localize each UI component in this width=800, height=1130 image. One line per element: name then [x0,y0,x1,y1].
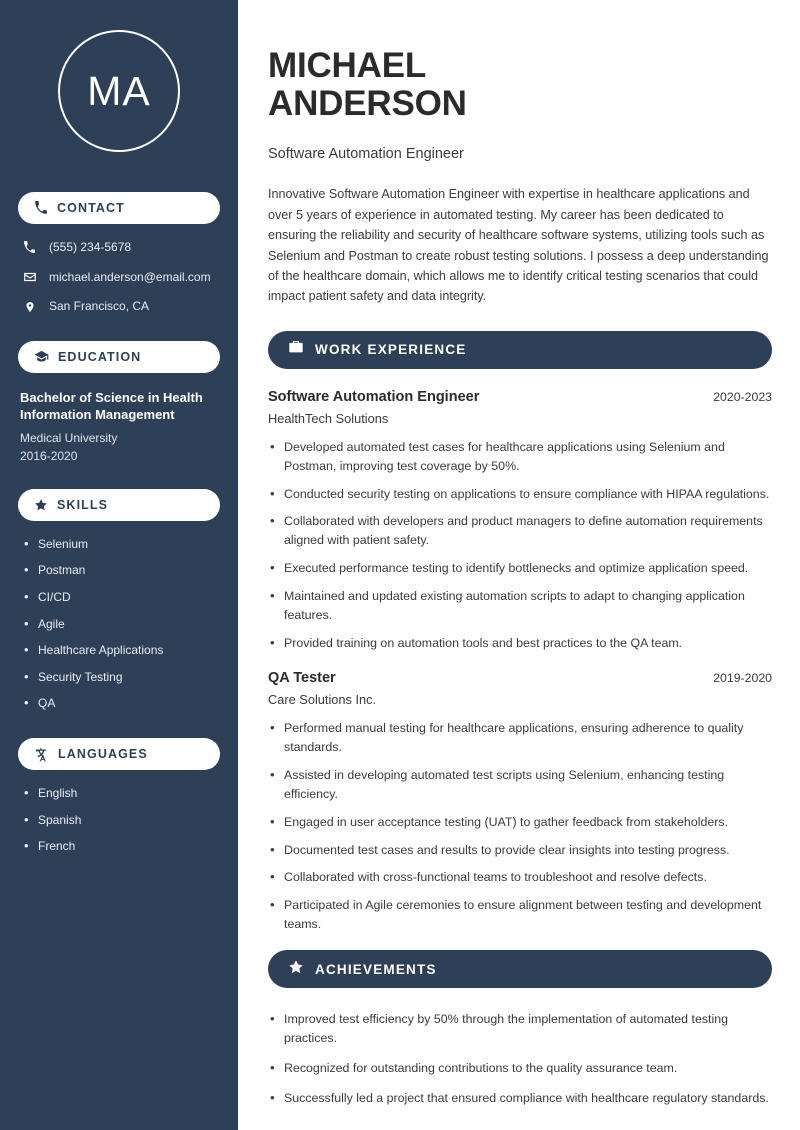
section-header-education [18,341,220,373]
section-header-achievements [268,950,772,988]
envelope-icon [22,270,37,284]
contact-value-phone: (555) 234-5678 [49,240,132,254]
briefcase-icon [288,339,304,360]
list-item: • Security Testing [24,670,220,686]
list-item: • Engaged in user acceptance testing (UAT) to gather feedback from stakeholders. [268,813,772,832]
experience-company: HealthTech Solutions [268,410,389,426]
contact-value-email: michael.anderson@email.com [49,269,211,284]
list-item: • Spanish [24,813,220,829]
experience-company: Care Solutions Inc. [268,692,377,708]
list-item: • Healthcare Applications [24,643,220,659]
section-header-languages [18,738,220,770]
section-title-education: EDUCATION [58,349,142,364]
avatar-initials: MA [58,30,180,152]
education-years: 2016-2020 [20,448,78,463]
contact-item-email[interactable] [22,270,220,286]
achievements-list [268,1010,772,1107]
translate-icon [34,747,49,762]
sidebar [0,0,238,1130]
list-item: • Conducted security testing on applications to ensure compliance with HIPAA regulations. [268,485,772,504]
graduation-cap-icon [34,349,49,364]
list-item: • QA [24,696,220,712]
experience-dates: 2020-2023 [713,389,772,404]
profile-summary: Innovative Software Automation Engineer with expertise in healthcare applications and over 5 years of experience in automated testing. My career has been dedicated to ensuring the reliability and security of healthcare software systems, utilizing tools such as Selenium and Postman to create robust testing solutions. I possess a deep understanding of the healthcare domain, which allows me to identify critical testing scenarios that could impact patient safety and data integrity. [268,187,769,304]
avatar [18,30,220,152]
list-item: • Participated in Agile ceremonies to ensure alignment between testing and development teams. [268,896,772,934]
experience-title: QA Tester [268,670,336,687]
star-icon [288,959,304,980]
experience-entry [268,389,772,653]
star-icon [34,498,48,512]
experience-bullets [268,719,772,934]
first-name: MICHAEL [268,46,427,86]
section-title-languages: LANGUAGES [58,747,148,762]
experience-bullets [268,438,772,653]
phone-icon [34,201,48,215]
experience-entry [268,670,772,934]
page-title [268,47,772,123]
list-item: • Recognized for outstanding contributions to the quality assurance team. [268,1059,772,1078]
list-item: • Successfully led a project that ensured compliance with healthcare regulatory standards. [268,1089,772,1108]
main-content [238,0,800,1130]
list-item: • French [24,839,220,855]
list-item: • CI/CD [24,590,220,606]
list-item: • Selenium [24,537,220,553]
education-degree: Bachelor of Science in Health Information Management [20,389,203,423]
phone-icon [22,241,37,254]
list-item: • Postman [24,563,220,579]
education-entry [18,389,220,463]
section-title-work-experience: WORK EXPERIENCE [315,342,467,358]
last-name: ANDERSON [268,84,467,124]
section-header-work-experience [268,331,772,369]
contact-item-location[interactable] [22,299,220,315]
section-title-achievements: ACHIEVEMENTS [315,961,437,977]
list-item: • Documented test cases and results to provide clear insights into testing progress. [268,841,772,860]
list-item: • Provided training on automation tools and best practices to the QA team. [268,634,772,653]
experience-header [268,670,772,686]
experience-title: Software Automation Engineer [268,388,480,405]
list-item: • Collaborated with developers and product managers to define automation requirements aligned with patient safety. [268,512,772,550]
languages-list [18,786,220,855]
list-item: • Assisted in developing automated test scripts using Selenium, enhancing testing efficiency. [268,766,772,804]
map-pin-icon [22,300,37,314]
contact-list [18,240,220,315]
achievements-block [268,1010,772,1107]
contact-value-location: San Francisco, CA [49,299,150,314]
list-item: • English [24,786,220,802]
list-item: • Improved test efficiency by 50% through the implementation of automated testing practices. [268,1010,772,1048]
skills-list [18,537,220,712]
job-role-subtitle: Software Automation Engineer [268,146,464,163]
section-title-skills: SKILLS [57,497,109,512]
list-item: • Performed manual testing for healthcare applications, ensuring adherence to quality standards. [268,719,772,757]
list-item: • Maintained and updated existing automation scripts to adapt to changing application features. [268,587,772,625]
experience-dates: 2019-2020 [713,671,772,686]
experience-header [268,389,772,405]
list-item: • Executed performance testing to identify bottlenecks and optimize application speed. [268,559,772,578]
contact-item-phone[interactable] [22,240,220,256]
list-item: • Developed automated test cases for healthcare applications using Selenium and Postman, improving test coverage by 50%. [268,438,772,476]
list-item: • Agile [24,617,220,633]
section-title-contact: CONTACT [57,201,125,215]
section-header-skills [18,489,220,521]
education-school: Medical University [20,430,118,445]
list-item: • Collaborated with cross-functional teams to troubleshoot and resolve defects. [268,868,772,887]
section-header-contact [18,192,220,224]
